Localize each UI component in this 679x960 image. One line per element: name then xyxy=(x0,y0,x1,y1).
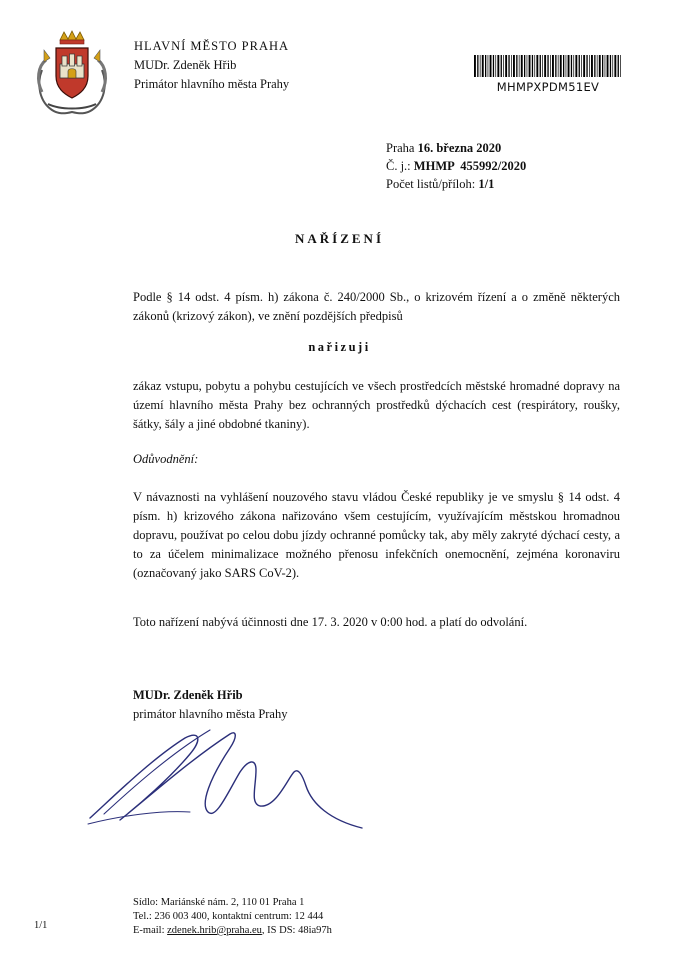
barcode-bar xyxy=(508,55,509,77)
barcode-bar xyxy=(495,55,496,77)
footer-email-link[interactable]: zdenek.hrib@praha.eu xyxy=(167,925,262,936)
barcode-bar xyxy=(490,55,492,77)
barcode-bar xyxy=(488,55,489,77)
barcode-bar xyxy=(493,55,494,77)
barcode-bar xyxy=(612,55,613,77)
barcode-bar xyxy=(552,55,554,77)
barcode-bar xyxy=(555,55,556,77)
barcode-bar xyxy=(521,55,523,77)
barcode-bar xyxy=(597,55,598,77)
barcode-bar xyxy=(547,55,548,77)
barcode-bar xyxy=(513,55,515,77)
barcode-bar xyxy=(599,55,601,77)
barcode-bar xyxy=(534,55,535,77)
footer-email-label: E-mail: xyxy=(133,925,168,936)
barcode-bar xyxy=(566,55,567,77)
barcode-bar xyxy=(477,55,478,77)
barcode-bar xyxy=(589,55,590,77)
barcode-bar xyxy=(485,55,486,77)
issuer-role: Primátor hlavního města Prahy xyxy=(134,77,290,91)
barcode-bar xyxy=(482,55,484,77)
barcode-bar xyxy=(568,55,570,77)
barcode-bar xyxy=(516,55,517,77)
barcode-bar xyxy=(511,55,512,77)
barcode-bar xyxy=(575,55,577,77)
barcode-bar xyxy=(586,55,587,77)
reference-line xyxy=(386,157,526,175)
barcode-bar xyxy=(563,55,564,77)
barcode-bar xyxy=(536,55,538,77)
barcode-bar xyxy=(558,55,559,77)
barcode-bar xyxy=(550,55,551,77)
footer-address: Sídlo: Mariánské nám. 2, 110 01 Praha 1 xyxy=(133,897,305,908)
order-paragraph: zákaz vstupu, pobytu a pohybu cestujících ve všech prostředcích městské hromadné dopravy na území hlavního města Prahy bez ochranných prostředků dýchacích cest (respirátory, roušky, šátky, šály a jiné obdobné tkaniny). xyxy=(133,379,620,431)
barcode-bar xyxy=(583,55,585,77)
document-title: NAŘÍZENÍ xyxy=(294,231,384,246)
date-line xyxy=(386,139,526,157)
barcode-bar xyxy=(505,55,507,77)
reasoning-heading: Odůvodnění: xyxy=(133,452,199,466)
barcode-bar xyxy=(571,55,572,77)
prague-coat-of-arms-logo xyxy=(34,30,110,116)
footer-email-line xyxy=(133,924,332,938)
barcode-bar xyxy=(497,55,499,77)
barcode xyxy=(474,55,622,77)
barcode-bar xyxy=(560,55,562,77)
legal-basis-paragraph: Podle § 14 odst. 4 písm. h) zákona č. 240/2000 Sb., o krizovém řízení a o změně některých zákonů (krizový zákon), ve znění pozdějších předpisů xyxy=(133,290,620,323)
footer-phone: Tel.: 236 003 400, kontaktní centrum: 12 444 xyxy=(133,911,324,922)
signatory-role: primátor hlavního města Prahy xyxy=(133,707,288,721)
barcode-bar xyxy=(594,55,595,77)
barcode-bar xyxy=(605,55,606,77)
document-meta xyxy=(386,139,526,193)
page-number: 1/1 xyxy=(34,920,48,931)
handwritten-signature xyxy=(80,720,370,845)
barcode-bar xyxy=(579,55,580,77)
barcode-bar xyxy=(542,55,543,77)
footer-contact xyxy=(133,896,332,938)
pages-label: Počet listů/příloh: xyxy=(386,177,479,191)
footer-data-box-id: , IS DS: 48ia97h xyxy=(261,925,332,936)
issuer-name: MUDr. Zdeněk Hřib xyxy=(134,58,237,72)
barcode-bar xyxy=(529,55,531,77)
barcode-bar xyxy=(519,55,520,77)
barcode-bar xyxy=(620,55,621,77)
barcode-bar xyxy=(527,55,528,77)
barcode-bar xyxy=(573,55,574,77)
barcode-bar xyxy=(544,55,546,77)
barcode-id: MHMPXPDM51EV xyxy=(496,80,600,94)
barcode-bar xyxy=(480,55,481,77)
issuer-header xyxy=(134,37,289,94)
reference-label: Č. j.: xyxy=(386,159,414,173)
barcode-bar xyxy=(610,55,611,77)
barcode-bar xyxy=(524,55,525,77)
decree-word: nařizuji xyxy=(308,340,371,354)
barcode-bar xyxy=(618,55,619,77)
barcode-bar xyxy=(474,55,476,77)
signatory-block xyxy=(133,686,287,724)
signatory-name: MUDr. Zdeněk Hřib xyxy=(133,688,243,702)
barcode-bar xyxy=(503,55,504,77)
barcode-bar xyxy=(614,55,616,77)
place: Praha xyxy=(386,141,418,155)
date: 16. března 2020 xyxy=(417,141,502,155)
pages-line xyxy=(386,175,526,193)
barcode-bar xyxy=(602,55,603,77)
reference-number: MHMP 455992/2020 xyxy=(413,159,527,173)
barcode-bar xyxy=(532,55,533,77)
barcode-bar xyxy=(501,55,502,77)
city-name: HLAVNÍ MĚSTO PRAHA xyxy=(134,39,290,53)
pages-value: 1/1 xyxy=(478,177,495,191)
effective-date-paragraph: Toto nařízení nabývá účinnosti dne 17. 3. 2020 v 0:00 hod. a platí do odvolání. xyxy=(133,615,528,629)
barcode-bar xyxy=(607,55,609,77)
reasoning-paragraph: V návaznosti na vyhlášení nouzového stavu vládou České republiky je ve smyslu § 14 odst. 4 písm. h) krizového zákona nařizováno všem cestujícím, využívajícím městskou hromadnou dopravu, používat po celou dobu jízdy ochranné pomůcky tak, aby měly zakryté dýchací cesty, a to za účelem minimalizace možného přenosu infekčních onemocnění, zejména koronaviru (označovaný jako SARS CoV-2). xyxy=(133,490,620,580)
barcode-bar xyxy=(591,55,593,77)
barcode-bar xyxy=(581,55,582,77)
barcode-bar xyxy=(540,55,541,77)
